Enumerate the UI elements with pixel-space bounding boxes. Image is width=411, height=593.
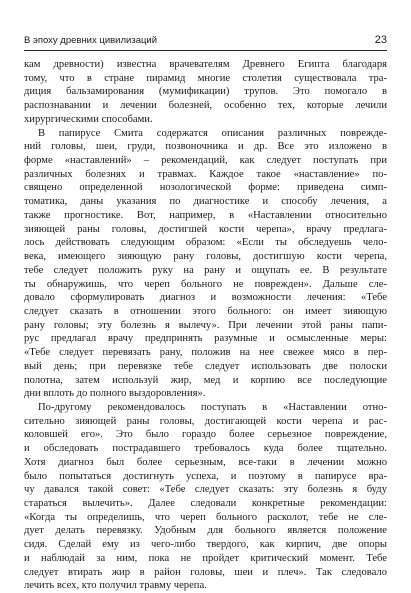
text-line: следует сказать в отношении этого больного: он имеет зияющую [24,305,387,317]
page-number: 23 [374,34,387,46]
text-line: диция бальзамирования (мумификации) трупов. Это помогало в [24,86,387,98]
text-line: довало сформулировать диагноз и возможности лечения: «Тебе [24,292,387,304]
text-line: форме «наставлений» – рекомендаций, как следует поступать при [24,155,387,167]
text-line: коловшей его». Это было гораздо более серьезное повреждение, [24,429,387,441]
text-line: полотна, затем используй жир, мед и корпию все последующие [24,374,387,386]
text-line: В папирусе Смита содержатся описания различных поврежде- [38,127,387,139]
text-line: и наблюдай за ним, пока не пройдет критический момент. Тебе [24,552,387,564]
text-line: века, имеющего зияющую рану головы, достигшую кости черепа, [24,251,387,263]
text-line: следует втирать жир в район головы, шеи и плеч». Так следовало [24,566,387,578]
text-line: также прогностике. Вот, например, в «Наставлении относительно [24,209,387,221]
text-line: тому, что в стране пирамид многие столетия существовала тра- [24,72,387,84]
text-line: рану головы; эту болезнь я вылечу». При лечении этой раны папи- [24,319,387,331]
text-line: «Когда ты определишь, что череп больного расколот, тебе не сле- [24,511,387,523]
text-line: различных болезнях и травмах. Каждое такое «наставление» по- [24,168,387,180]
running-header [24,30,387,46]
text-line: ний головы, шеи, груди, позвоночника и др. Все это изложено в [24,141,387,153]
text-line: По-другому рекомендовалось поступать в «Наставлении отно- [38,401,387,413]
text-line: священо определенной нозологической форме: приведена симп- [24,182,387,194]
text-line: зияющей раны головы, достигшей кости черепа», врачу предлага- [24,223,387,235]
text-line: лось действовать следующим образом: «Если ты обследуешь чело- [24,237,387,249]
text-line: сительно зияющей раны головы, достигающей кости черепа и рас- [24,415,387,427]
body-text [24,58,387,593]
text-line: рус предлагал врачу предпринять разумные и осмысленные меры: [24,333,387,345]
text-line: и обследовать пострадавшего требовалось куда более тщательно. [24,443,387,455]
text-line: лечить всех, кто получил травму черепа. [24,580,207,592]
text-line: вый день; при перевязке тебе следует использовать две полоски [24,360,387,372]
text-line: «Тебе следует перевязать рану, положив на нее свежее мясо в пер- [24,347,387,359]
text-line: стараться вылечить». Далее следовали конкретные рекомендации: [24,498,387,509]
header-rule [24,50,387,51]
text-line: тебе следует положить руку на рану и ощупать ее. В результате [24,264,387,276]
text-line: сидя. Сделай ему из чего-либо твердого, как кирпич, две опоры [24,539,387,551]
text-line: дни вплоть до полного выздоровления». [24,388,206,400]
text-line: Хотя диагноз был более серьезным, все-таки в лечении можно [24,456,387,468]
text-line: дует делать перевязку. Удобным для больного является положение [24,525,387,537]
text-line: ты обнаружишь, что череп больного не поврежден». Дальше сле- [24,278,387,290]
text-line: распознавании и лечении болезней, особенно тех, которые лечили [24,100,387,112]
text-line: чу давался такой совет: «Тебе следует сказать: эту болезнь я буду [24,484,387,496]
running-title: В эпоху древних цивилизаций [24,35,158,46]
text-line: хирургическими способами. [24,113,153,125]
text-line: томатика, даны указания по диагностике и способу лечения, а [24,196,387,208]
text-line: было попытаться достигнуть успеха, и поэтому в папирусе вра- [24,470,387,482]
text-line: кам древности) известна врачевателям Древнего Египта благодаря [24,59,387,70]
